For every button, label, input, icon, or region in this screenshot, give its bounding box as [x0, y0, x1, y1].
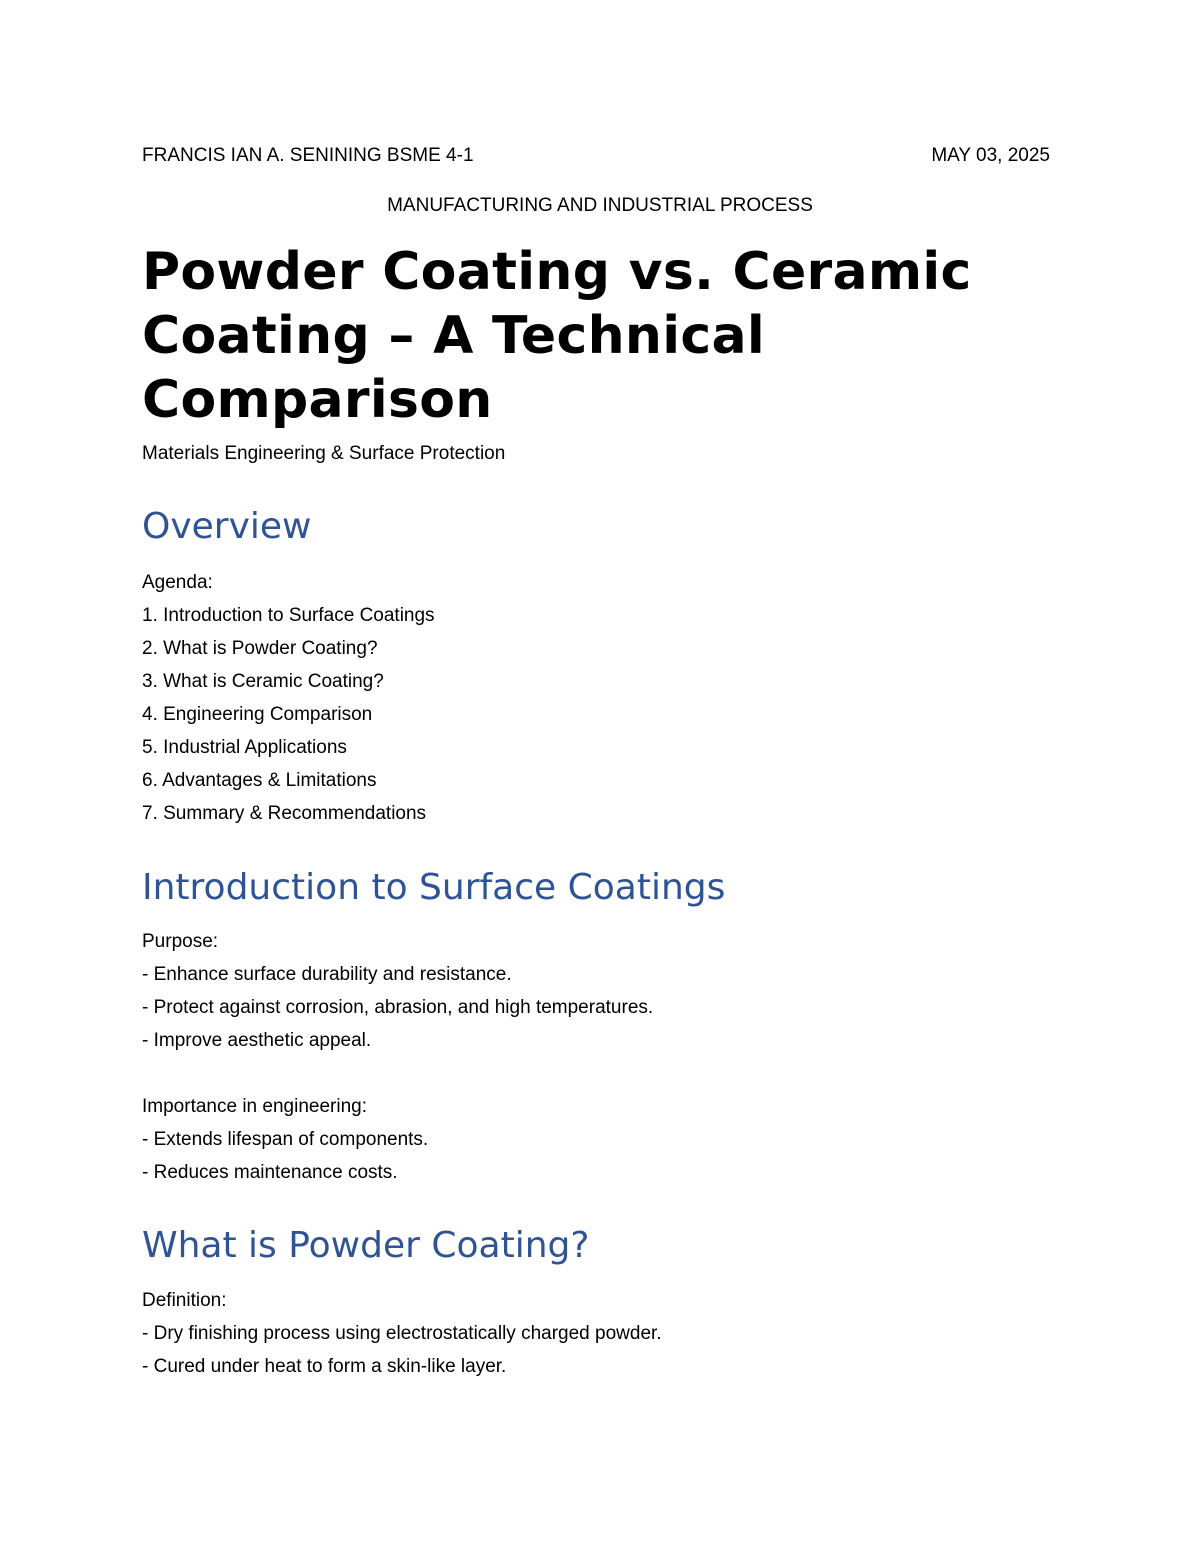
agenda-item: 1. Introduction to Surface Coatings — [142, 605, 435, 626]
powder-body — [142, 1284, 1050, 1383]
agenda-item: 4. Engineering Comparison — [142, 704, 373, 725]
agenda-item: 7. Summary & Recommendations — [142, 803, 427, 824]
definition-item: - Dry finishing process using electrostatically charged powder. — [142, 1323, 662, 1344]
document-title: Powder Coating vs. Ceramic Coating – A Technical Comparison — [142, 242, 972, 430]
date-line: MAY 03, 2025 — [931, 145, 1050, 166]
powder-heading: What is Powder Coating? — [142, 1225, 590, 1266]
purpose-label: Purpose: — [142, 931, 219, 952]
purpose-item: - Protect against corrosion, abrasion, and high temperatures. — [142, 997, 654, 1018]
agenda-item: 3. What is Ceramic Coating? — [142, 671, 384, 692]
course-title: MANUFACTURING AND INDUSTRIAL PROCESS — [387, 195, 813, 216]
document-page — [142, 0, 1050, 1553]
intro-body — [142, 925, 1050, 1189]
document-subtitle: Materials Engineering & Surface Protection — [142, 443, 506, 464]
agenda-item: 6. Advantages & Limitations — [142, 770, 377, 791]
blank-line — [142, 1057, 1050, 1090]
purpose-item: - Enhance surface durability and resistance. — [142, 964, 512, 985]
agenda-item: 2. What is Powder Coating? — [142, 638, 378, 659]
importance-item: - Extends lifespan of components. — [142, 1129, 429, 1150]
agenda-item: 5. Industrial Applications — [142, 737, 347, 758]
importance-item: - Reduces maintenance costs. — [142, 1162, 398, 1183]
intro-heading: Introduction to Surface Coatings — [142, 867, 726, 908]
agenda-label: Agenda: — [142, 572, 213, 593]
overview-heading: Overview — [142, 506, 312, 547]
purpose-item: - Improve aesthetic appeal. — [142, 1030, 372, 1051]
importance-label: Importance in engineering: — [142, 1096, 367, 1117]
definition-item: - Cured under heat to form a skin-like layer. — [142, 1356, 507, 1377]
author-line: FRANCIS IAN A. SENINING BSME 4-1 — [142, 145, 474, 166]
document-header — [142, 143, 1050, 169]
overview-body — [142, 566, 1050, 830]
definition-label: Definition: — [142, 1290, 227, 1311]
